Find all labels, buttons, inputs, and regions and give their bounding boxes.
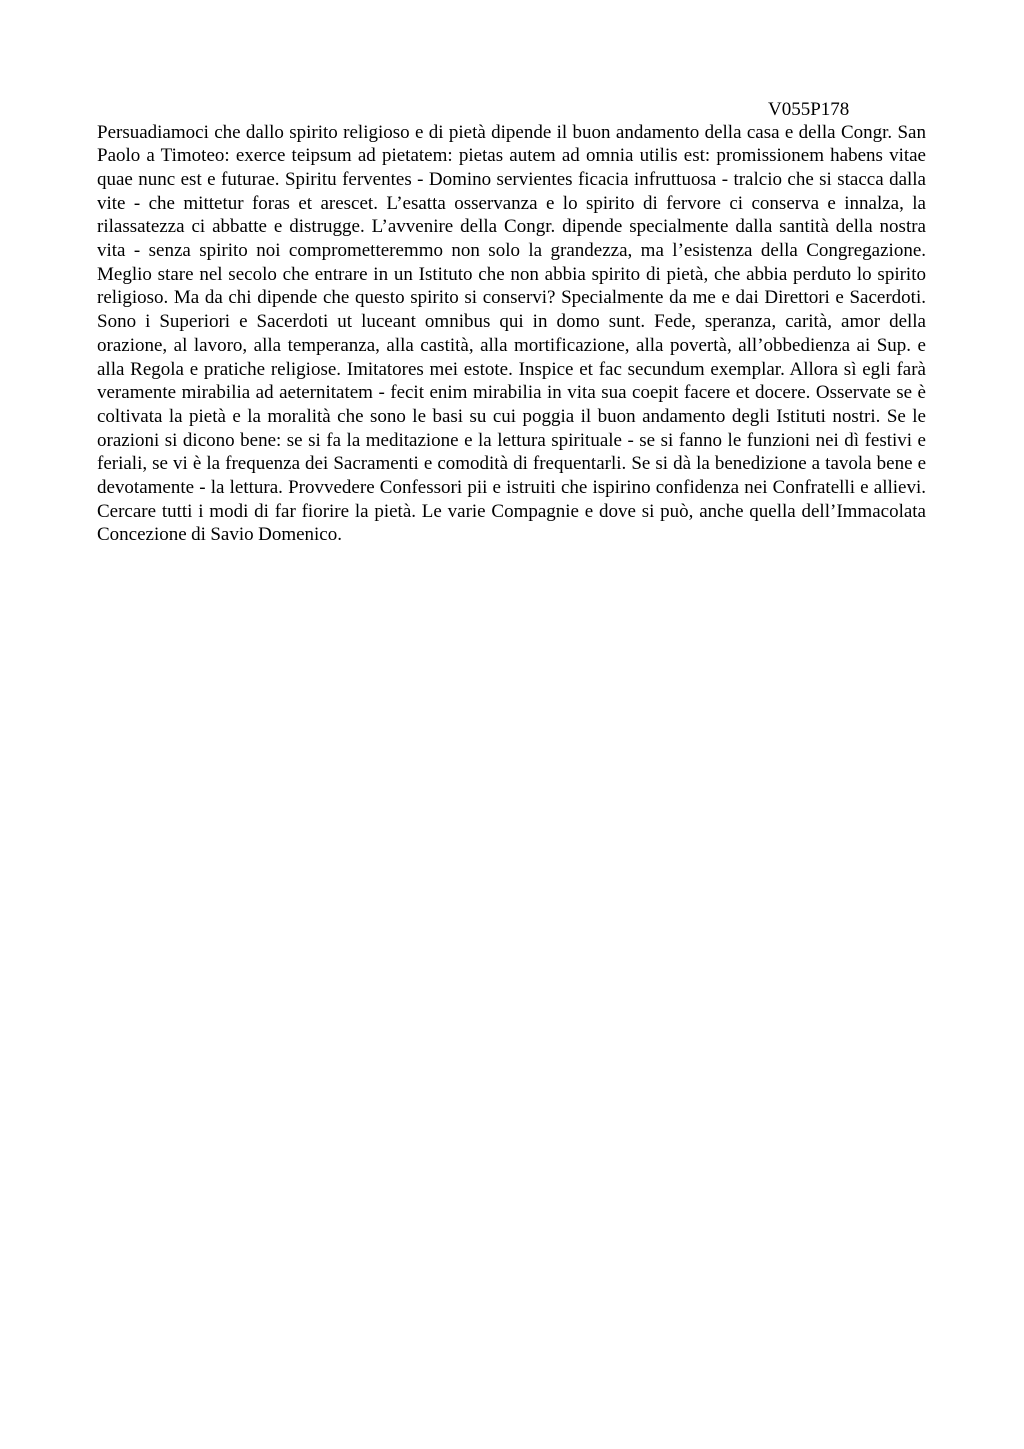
page-identifier: V055P178 [768, 99, 850, 120]
body-paragraph: Persuadiamoci che dallo spirito religioso e di pietà dipende il buon andamento della casa e della Congr. San Paolo a Timoteo: exerce teipsum ad pietatem: pietas autem ad omnia utilis est: promissionem habens vitae quae nunc est e futurae. Spiritu ferventes - Domino servientes ficacia infruttuosa - tralcio che si stacca dalla vite - che mittetur foras et arescet. L’esatta osservanza e lo spirito di fervore ci conserva e innalza, la rilassatezza ci abbatte e distrugge. L’avvenire della Congr. dipende specialmente dalla santità della nostra vita - senza spirito noi comprometteremmo non solo la grandezza, ma l’esistenza della Congregazione. Meglio stare nel secolo che entrare in un Istituto che non abbia spirito di pietà, che abbia perduto lo spirito religioso. Ma da chi dipende che questo spirito si conservi? Specialmente da me e dai Direttori e Sacerdoti. Sono i Superiori e Sacerdoti ut luceant omnibus qui in domo sunt. Fede, speranza, carità, amor della orazione, al lavoro, alla temperanza, alla castità, alla mortificazione, alla povertà, all’obbedienza ai Sup. e alla Regola e pratiche religiose. Imitatores mei estote. Inspice et fac secundum exemplar. Allora sì egli farà veramente mirabilia ad aeternitatem - fecit enim mirabilia in vita sua coepit facere et docere. Osservate se è coltivata la pietà e la moralità che sono le basi su cui poggia il buon andamento degli Istituti nostri. Se le orazioni si dicono bene: se si fa la meditazione e la lettura spirituale - se si fanno le funzioni nei dì festivi e feriali, se vi è la frequenza dei Sacramenti e comodità di frequentarli. Se si dà la benedizione a tavola bene e devotamente - la lettura. Provvedere Confessori pii e istruiti che ispirino confidenza nei Confratelli e allievi. Cercare tutti i modi di far fiorire la pietà. Le varie Compagnie e dove si può, anche quella dell’Immacolata Concezione di Savio Domenico. [97, 121, 926, 546]
